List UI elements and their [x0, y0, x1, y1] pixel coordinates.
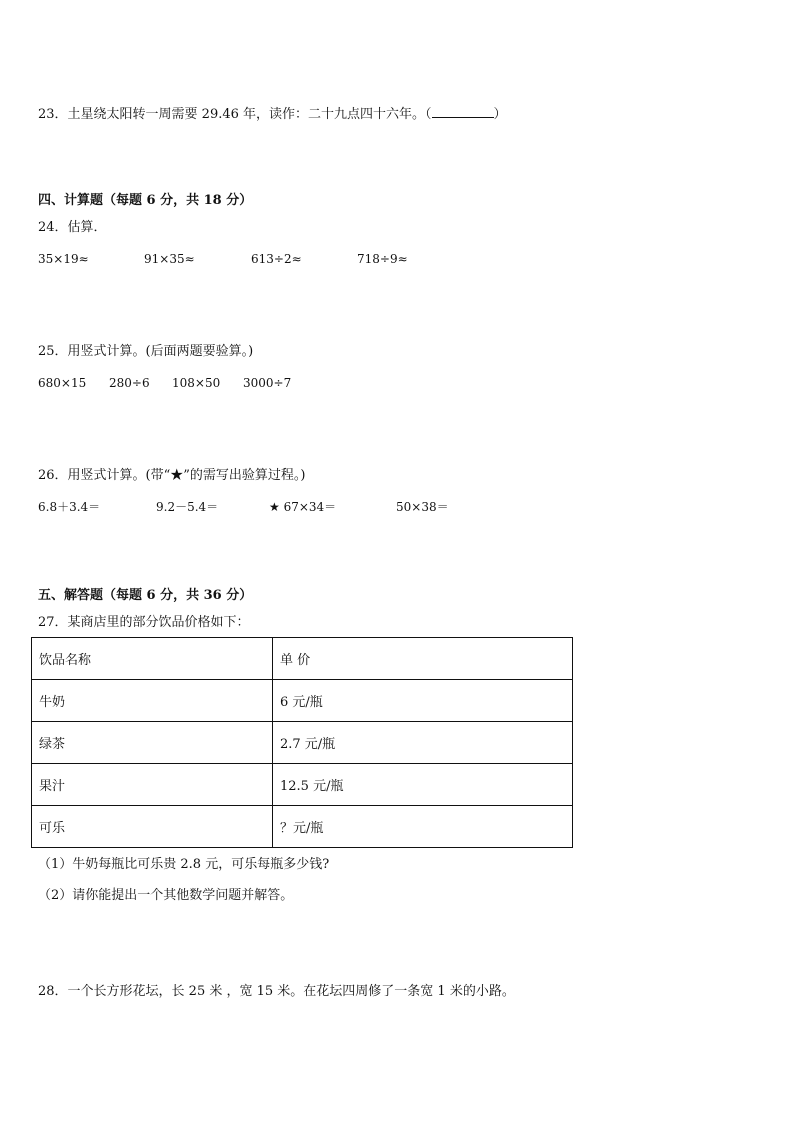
question-28: 28．一个长方形花坛，长 25 米 ，宽 15 米。在花坛四周修了一条宽 1 米的小路。	[38, 984, 515, 999]
table-cell: 12.5 元/瓶	[273, 764, 573, 806]
q26-item-2: 9.2－5.4＝	[156, 500, 219, 514]
q24-item-3: 613÷2≈	[251, 252, 302, 266]
question-24-title: 24．估算．	[38, 220, 107, 235]
table-row	[32, 680, 573, 722]
question-25-title: 25．用竖式计算。(后面两题要验算。)	[38, 344, 254, 359]
section-4-title: 四、计算题（每题 6 分，共 18 分）	[38, 193, 253, 208]
table-header-row	[32, 638, 573, 680]
question-27-sub-1: （1）牛奶每瓶比可乐贵 2.8 元，可乐每瓶多少钱?	[38, 857, 330, 872]
section-5-title: 五、解答题（每题 6 分，共 36 分）	[38, 588, 253, 603]
table-cell: 牛奶	[32, 680, 273, 722]
q24-item-2: 91×35≈	[144, 252, 195, 266]
question-23-close: ）	[493, 107, 507, 122]
question-27-sub-2: （2）请你能提出一个其他数学问题并解答。	[38, 888, 294, 903]
table-row	[32, 764, 573, 806]
q25-item-1: 680×15	[38, 376, 87, 390]
q26-item-4: 50×38＝	[396, 500, 449, 514]
q25-item-2: 280÷6	[109, 376, 150, 390]
table-cell: 可乐	[32, 806, 273, 848]
q25-item-4: 3000÷7	[243, 376, 292, 390]
question-27-title: 27．某商店里的部分饮品价格如下：	[38, 615, 250, 630]
table-header-cell: 单 价	[273, 638, 573, 680]
table-cell: ？元/瓶	[273, 806, 573, 848]
table-cell: 6 元/瓶	[273, 680, 573, 722]
question-26-title: 26．用竖式计算。(带“★”的需写出验算过程。)	[38, 468, 306, 483]
question-23	[38, 104, 507, 124]
q25-item-3: 108×50	[172, 376, 221, 390]
table-header-cell: 饮品名称	[32, 638, 273, 680]
table-cell: 绿茶	[32, 722, 273, 764]
table-cell: 2.7 元/瓶	[273, 722, 573, 764]
table-cell: 果汁	[32, 764, 273, 806]
q26-item-1: 6.8＋3.4＝	[38, 500, 101, 514]
table-row	[32, 722, 573, 764]
q26-item-3: ★ 67×34＝	[269, 500, 337, 514]
q24-item-1: 35×19≈	[38, 252, 89, 266]
question-23-text: 23．土星绕太阳转一周需要 29.46 年，读作：二十九点四十六年。（	[38, 107, 432, 122]
answer-blank[interactable]	[432, 104, 494, 118]
table-row	[32, 806, 573, 848]
price-table	[31, 637, 573, 848]
q24-item-4: 718÷9≈	[357, 252, 408, 266]
